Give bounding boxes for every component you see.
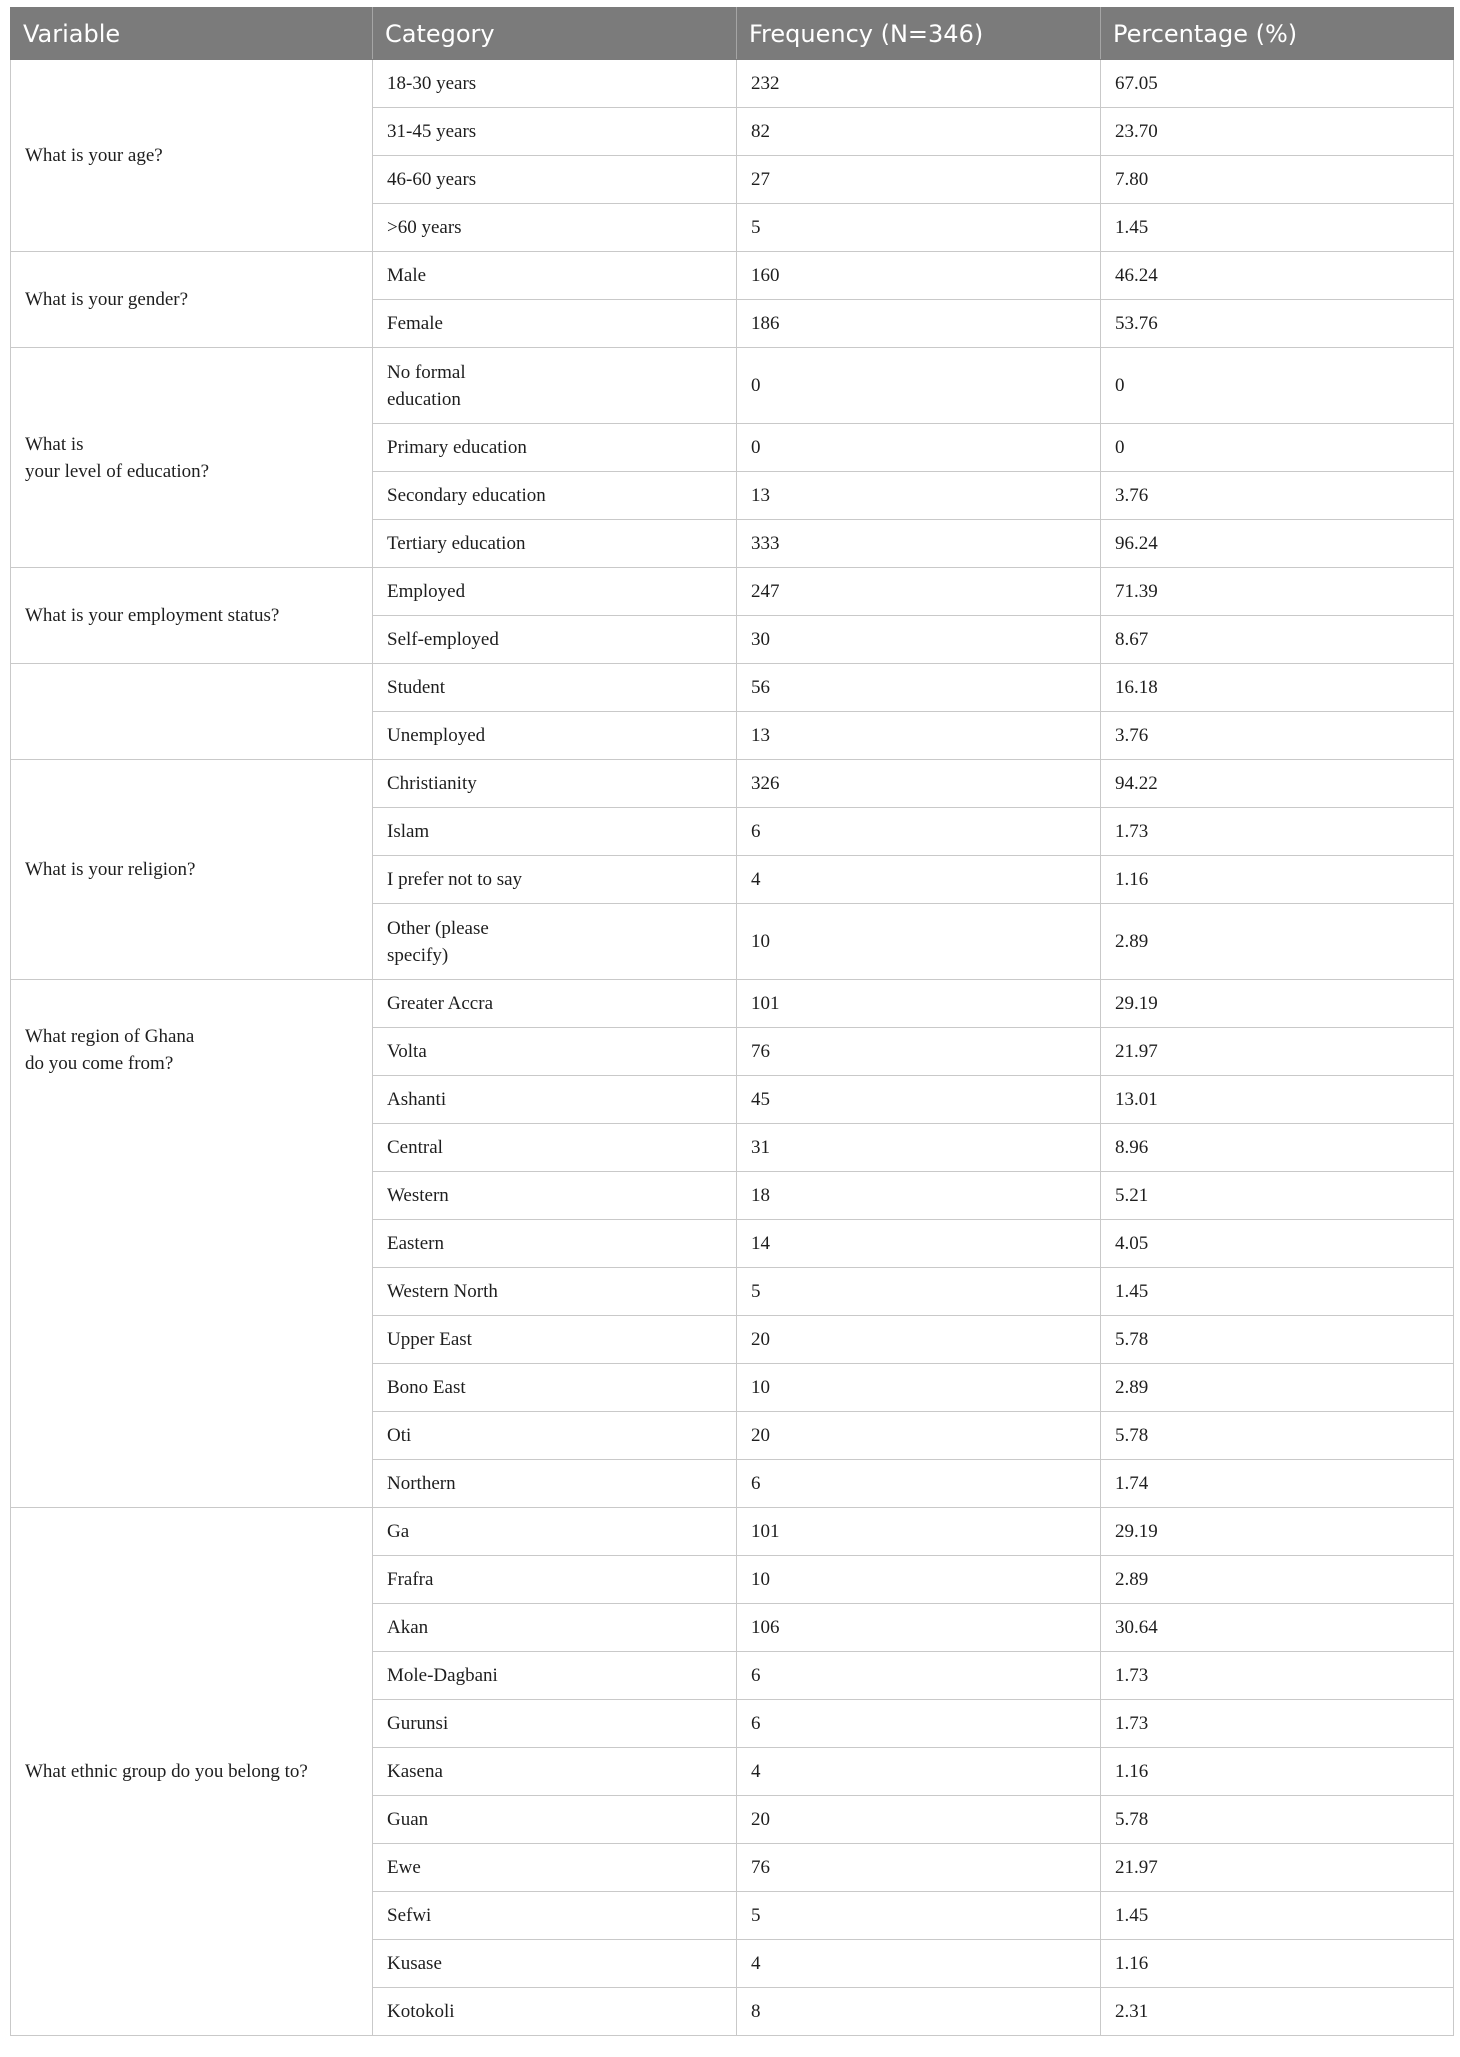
frequency-cell: 6 bbox=[737, 1700, 1101, 1748]
frequency-cell: 14 bbox=[737, 1220, 1101, 1268]
frequency-cell: 10 bbox=[737, 1364, 1101, 1412]
frequency-cell: 333 bbox=[737, 520, 1101, 568]
table-row bbox=[11, 568, 1454, 616]
category-cell: Self-employed bbox=[373, 616, 737, 664]
header-variable: Variable bbox=[11, 8, 373, 60]
percentage-cell: 4.05 bbox=[1101, 1220, 1454, 1268]
frequency-cell: 101 bbox=[737, 1508, 1101, 1556]
header-category: Category bbox=[373, 8, 737, 60]
percentage-cell: 16.18 bbox=[1101, 664, 1454, 712]
category-cell: Guan bbox=[373, 1796, 737, 1844]
table-row bbox=[11, 1508, 1454, 1556]
percentage-cell: 3.76 bbox=[1101, 472, 1454, 520]
variable-cell: What is your employment status? bbox=[11, 568, 373, 664]
category-cell: 46-60 years bbox=[373, 156, 737, 204]
category-cell: Greater Accra bbox=[373, 980, 737, 1028]
category-cell: 31-45 years bbox=[373, 108, 737, 156]
table-body bbox=[11, 60, 1454, 2036]
category-cell: Female bbox=[373, 300, 737, 348]
category-cell: Other (please specify) bbox=[373, 904, 737, 980]
category-cell: Islam bbox=[373, 808, 737, 856]
frequency-cell: 5 bbox=[737, 204, 1101, 252]
percentage-cell: 29.19 bbox=[1101, 1508, 1454, 1556]
category-cell: Kasena bbox=[373, 1748, 737, 1796]
category-cell: Male bbox=[373, 252, 737, 300]
percentage-cell: 1.16 bbox=[1101, 1748, 1454, 1796]
frequency-cell: 45 bbox=[737, 1076, 1101, 1124]
percentage-cell: 5.78 bbox=[1101, 1412, 1454, 1460]
category-cell: Unemployed bbox=[373, 712, 737, 760]
percentage-cell: 53.76 bbox=[1101, 300, 1454, 348]
percentage-cell: 67.05 bbox=[1101, 60, 1454, 108]
variable-cell: What is your religion? bbox=[11, 760, 373, 980]
category-cell: Ga bbox=[373, 1508, 737, 1556]
category-cell: Ashanti bbox=[373, 1076, 737, 1124]
category-cell: Ewe bbox=[373, 1844, 737, 1892]
frequency-cell: 0 bbox=[737, 424, 1101, 472]
percentage-cell: 96.24 bbox=[1101, 520, 1454, 568]
table-row bbox=[11, 252, 1454, 300]
category-cell: Primary education bbox=[373, 424, 737, 472]
frequency-cell: 232 bbox=[737, 60, 1101, 108]
category-cell: Northern bbox=[373, 1460, 737, 1508]
category-cell: 18-30 years bbox=[373, 60, 737, 108]
percentage-cell: 2.89 bbox=[1101, 904, 1454, 980]
percentage-cell: 21.97 bbox=[1101, 1844, 1454, 1892]
percentage-cell: 8.67 bbox=[1101, 616, 1454, 664]
percentage-cell: 5.78 bbox=[1101, 1796, 1454, 1844]
percentage-cell: 29.19 bbox=[1101, 980, 1454, 1028]
frequency-cell: 76 bbox=[737, 1028, 1101, 1076]
frequency-cell: 13 bbox=[737, 712, 1101, 760]
frequency-cell: 20 bbox=[737, 1316, 1101, 1364]
variable-cell bbox=[11, 664, 373, 760]
category-cell: Bono East bbox=[373, 1364, 737, 1412]
category-cell: Secondary education bbox=[373, 472, 737, 520]
percentage-cell: 71.39 bbox=[1101, 568, 1454, 616]
percentage-cell: 1.73 bbox=[1101, 808, 1454, 856]
percentage-cell: 23.70 bbox=[1101, 108, 1454, 156]
table-row bbox=[11, 980, 1454, 1028]
frequency-cell: 30 bbox=[737, 616, 1101, 664]
table-row bbox=[11, 348, 1454, 424]
category-cell: Central bbox=[373, 1124, 737, 1172]
category-cell: Kusase bbox=[373, 1940, 737, 1988]
category-cell: Gurunsi bbox=[373, 1700, 737, 1748]
category-cell: Student bbox=[373, 664, 737, 712]
frequency-cell: 56 bbox=[737, 664, 1101, 712]
frequency-cell: 20 bbox=[737, 1796, 1101, 1844]
category-cell: Frafra bbox=[373, 1556, 737, 1604]
percentage-cell: 1.73 bbox=[1101, 1652, 1454, 1700]
header-frequency: Frequency (N=346) bbox=[737, 8, 1101, 60]
percentage-cell: 13.01 bbox=[1101, 1076, 1454, 1124]
frequency-cell: 20 bbox=[737, 1412, 1101, 1460]
variable-cell: What ethnic group do you belong to? bbox=[11, 1508, 373, 2036]
table-row bbox=[11, 664, 1454, 712]
frequency-cell: 31 bbox=[737, 1124, 1101, 1172]
frequency-cell: 4 bbox=[737, 856, 1101, 904]
percentage-cell: 7.80 bbox=[1101, 156, 1454, 204]
percentage-cell: 5.78 bbox=[1101, 1316, 1454, 1364]
percentage-cell: 1.45 bbox=[1101, 204, 1454, 252]
variable-cell: What is your level of education? bbox=[11, 348, 373, 568]
header-row bbox=[11, 8, 1454, 60]
category-cell: No formal education bbox=[373, 348, 737, 424]
frequency-cell: 0 bbox=[737, 348, 1101, 424]
frequency-cell: 76 bbox=[737, 1844, 1101, 1892]
percentage-cell: 2.89 bbox=[1101, 1364, 1454, 1412]
percentage-cell: 3.76 bbox=[1101, 712, 1454, 760]
percentage-cell: 0 bbox=[1101, 424, 1454, 472]
frequency-cell: 186 bbox=[737, 300, 1101, 348]
category-cell: I prefer not to say bbox=[373, 856, 737, 904]
frequency-cell: 4 bbox=[737, 1940, 1101, 1988]
frequency-cell: 247 bbox=[737, 568, 1101, 616]
category-cell: Eastern bbox=[373, 1220, 737, 1268]
percentage-cell: 1.45 bbox=[1101, 1268, 1454, 1316]
category-cell: >60 years bbox=[373, 204, 737, 252]
frequency-cell: 5 bbox=[737, 1892, 1101, 1940]
frequency-cell: 18 bbox=[737, 1172, 1101, 1220]
category-cell: Western North bbox=[373, 1268, 737, 1316]
variable-cell: What is your age? bbox=[11, 60, 373, 252]
frequency-cell: 13 bbox=[737, 472, 1101, 520]
frequency-cell: 106 bbox=[737, 1604, 1101, 1652]
category-cell: Employed bbox=[373, 568, 737, 616]
header-percentage: Percentage (%) bbox=[1101, 8, 1454, 60]
variable-cell: What region of Ghana do you come from? bbox=[11, 980, 373, 1508]
table-row bbox=[11, 60, 1454, 108]
frequency-cell: 6 bbox=[737, 1652, 1101, 1700]
percentage-cell: 21.97 bbox=[1101, 1028, 1454, 1076]
category-cell: Upper East bbox=[373, 1316, 737, 1364]
category-cell: Christianity bbox=[373, 760, 737, 808]
category-cell: Oti bbox=[373, 1412, 737, 1460]
frequency-cell: 10 bbox=[737, 904, 1101, 980]
percentage-cell: 30.64 bbox=[1101, 1604, 1454, 1652]
frequency-cell: 6 bbox=[737, 808, 1101, 856]
percentage-cell: 1.73 bbox=[1101, 1700, 1454, 1748]
category-cell: Sefwi bbox=[373, 1892, 737, 1940]
frequency-cell: 82 bbox=[737, 108, 1101, 156]
percentage-cell: 1.16 bbox=[1101, 856, 1454, 904]
percentage-cell: 0 bbox=[1101, 348, 1454, 424]
demographics-table bbox=[10, 7, 1454, 2036]
category-cell: Volta bbox=[373, 1028, 737, 1076]
percentage-cell: 46.24 bbox=[1101, 252, 1454, 300]
table-row bbox=[11, 760, 1454, 808]
percentage-cell: 2.31 bbox=[1101, 1988, 1454, 2036]
frequency-cell: 10 bbox=[737, 1556, 1101, 1604]
category-cell: Mole-Dagbani bbox=[373, 1652, 737, 1700]
frequency-cell: 4 bbox=[737, 1748, 1101, 1796]
frequency-cell: 27 bbox=[737, 156, 1101, 204]
frequency-cell: 101 bbox=[737, 980, 1101, 1028]
percentage-cell: 8.96 bbox=[1101, 1124, 1454, 1172]
frequency-cell: 160 bbox=[737, 252, 1101, 300]
category-cell: Tertiary education bbox=[373, 520, 737, 568]
category-cell: Kotokoli bbox=[373, 1988, 737, 2036]
percentage-cell: 2.89 bbox=[1101, 1556, 1454, 1604]
percentage-cell: 94.22 bbox=[1101, 760, 1454, 808]
category-cell: Akan bbox=[373, 1604, 737, 1652]
percentage-cell: 5.21 bbox=[1101, 1172, 1454, 1220]
category-cell: Western bbox=[373, 1172, 737, 1220]
frequency-cell: 8 bbox=[737, 1988, 1101, 2036]
frequency-cell: 5 bbox=[737, 1268, 1101, 1316]
percentage-cell: 1.45 bbox=[1101, 1892, 1454, 1940]
percentage-cell: 1.74 bbox=[1101, 1460, 1454, 1508]
frequency-cell: 326 bbox=[737, 760, 1101, 808]
percentage-cell: 1.16 bbox=[1101, 1940, 1454, 1988]
variable-cell: What is your gender? bbox=[11, 252, 373, 348]
frequency-cell: 6 bbox=[737, 1460, 1101, 1508]
